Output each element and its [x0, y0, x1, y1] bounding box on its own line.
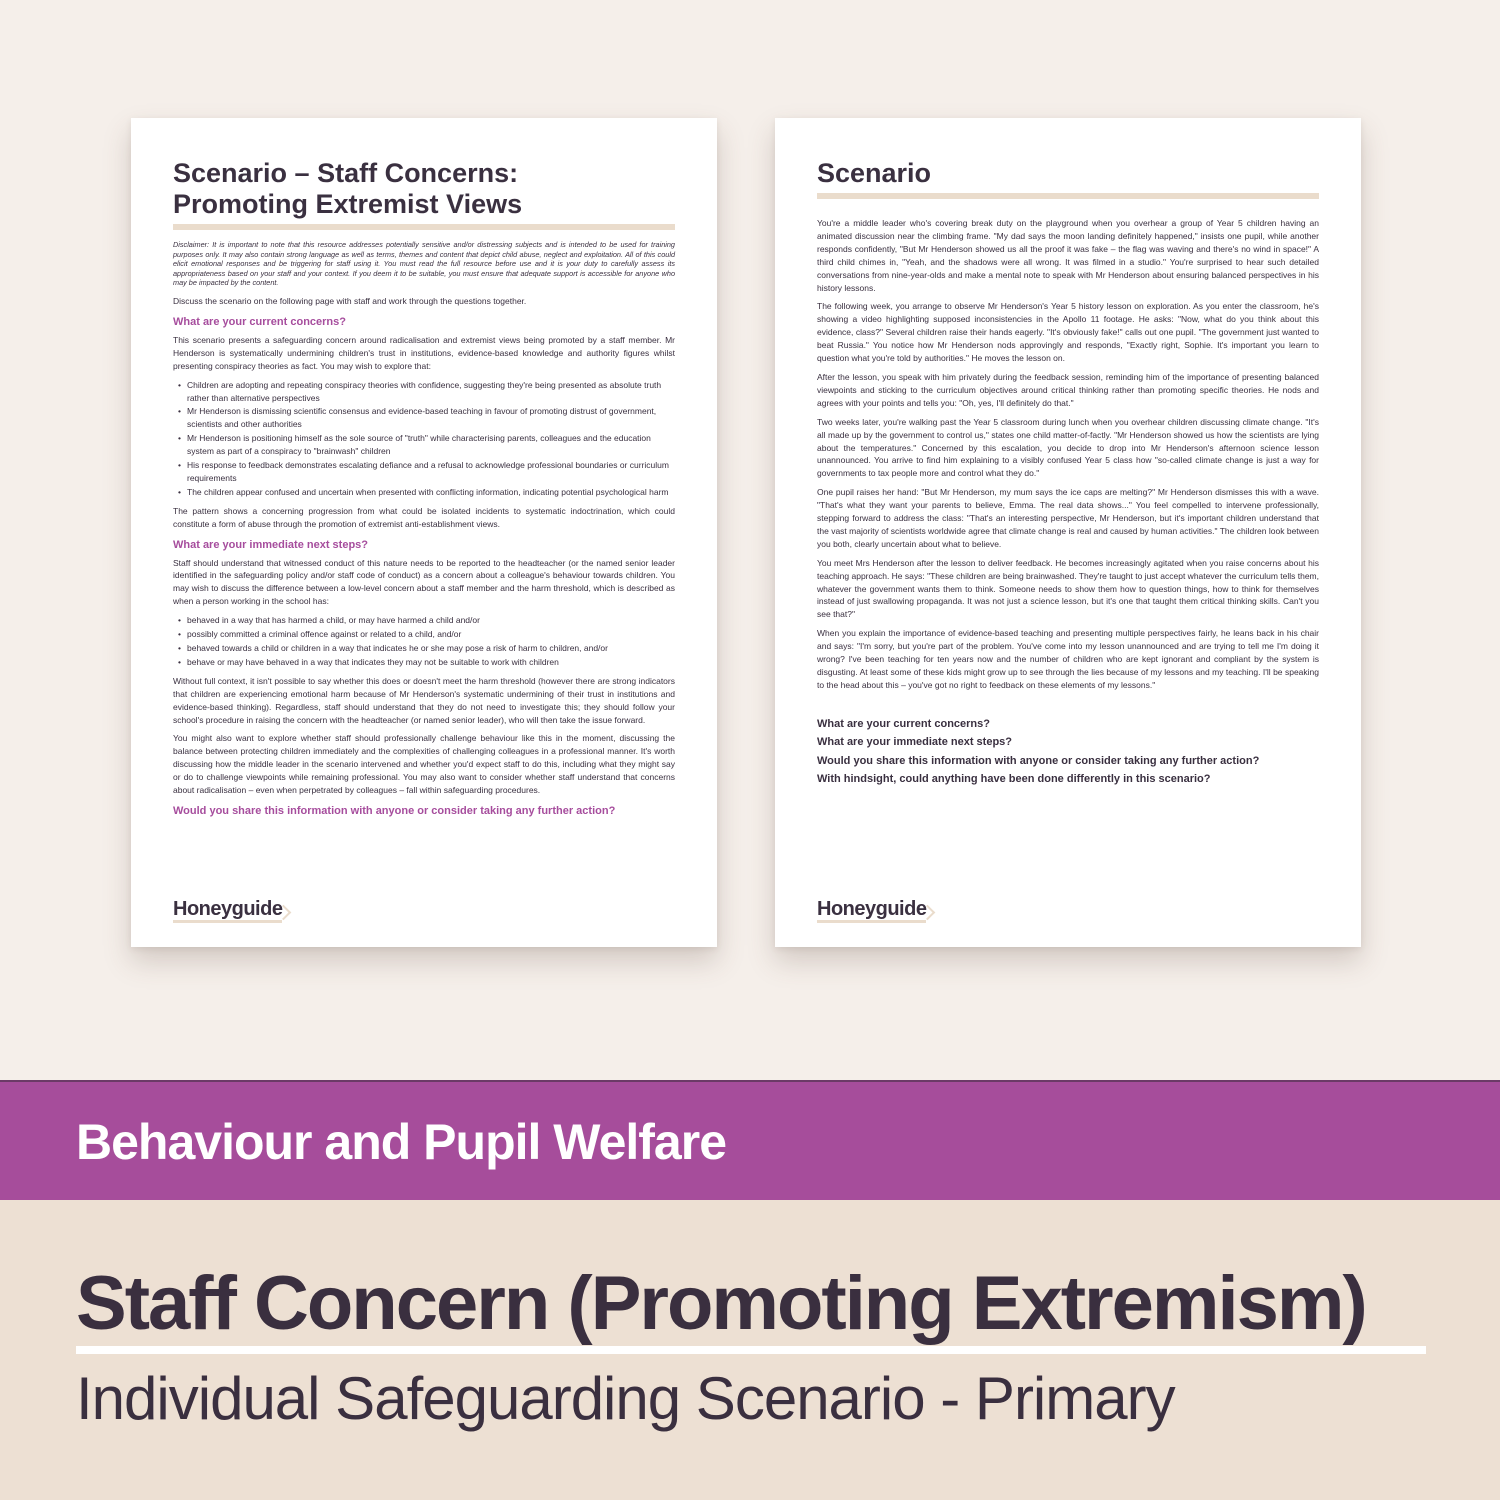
scenario-paragraph: You meet Mrs Henderson after the lesson to deliver feedback. He becomes increasingly agitated when you raise concerns about his teaching approach. He says: "These children are being brainwashed. They're taught to just accept whatever the curriculum tells them, whatever the government wants them to think. Someone needs to show them how to question things, how to think for themselves instead of just swallowing propaganda. It was not just a science lesson, but it's one that taught them critical thinking skills. Can't you see that?": [817, 557, 1320, 620]
product-title-area: [0, 1200, 1500, 1500]
scenario-paragraph: One pupil raises her hand: "But Mr Henderson, my mum says the ice caps are melting?" Mr Henderson dismisses this with a wave. "That's what they want your parents to believe, Emma. The real data shows..." You feel compelled to intervene professionally, stepping forward to address the class: "That's an interesting perspective, Mr Henderson, but it's important children understand that the vast majority of scientists worldwide agree that climate change is real and caused by human activities." The children look between you both, clearly uncertain about what to believe.: [817, 487, 1319, 549]
product-subtitle: Individual Safeguarding Scenario - Primary: [76, 1365, 1175, 1432]
list-item: • behaved towards a child or children in a way that indicates he or she may pose a risk of harm to children, and/or: [178, 642, 675, 655]
category-label: Behaviour and Pupil Welfare: [76, 1114, 727, 1170]
list-item: • The children appear confused and uncertain when presented with conflicting information, indicating potential psychological harm: [178, 486, 675, 499]
document-page-right: [775, 118, 1361, 947]
list-item: • Mr Henderson is positioning himself as the sole source of "truth" while characterising parents, colleagues and the education system as part of a conspiracy to "brainwash" children: [178, 432, 675, 458]
question-item: What are your current concerns?: [817, 717, 990, 730]
scenario-paragraph: When you explain the importance of evidence-based teaching and presenting multiple perspectives fairly, he leans back in his chair and says: "I'm sorry, but you're part of the problem. You've come into my lesson unannounced and are trying to tell me I'm doing it wrong? I've been teaching for ten years now and the number of children who are kept ignorant and compliant by the system is disgusting. At least some of these kids might grow up to see through the lies because of my lessons and my teaching. I'll be speaking to the head about this – you've got no right to feedback on these elements of my lessons.": [817, 628, 1319, 690]
scenario-paragraph: Two weeks later, you're walking past the Year 5 classroom during lunch when you overhear children discussing climate change. "It's all made up by the government to control us," states one child matter-of-factly. "Mr Henderson showed us how the scientists are lying about the temperatures." Concerned by this escalation, you decide to drop into Mr Henderson's afternoon science lesson unannounced. You arrive to find him explaining to a visibly confused Year 5 class how "so-called climate change is just a way for governments to tax people more and control what they do.": [817, 416, 1319, 479]
list-item: • behave or may have behaved in a way that indicates they may not be suitable to work with children: [178, 656, 675, 669]
title-divider: [817, 193, 1319, 199]
scenario-paragraph: The following week, you arrange to observe Mr Henderson's Year 5 history lesson on exploration. As you enter the classroom, he's showing a video highlighting supposed inconsistencies in the Apollo 11 footage. He asks: "Now, what do you think about this evidence, class?" Several children raise their hands eagerly. "It's obviously fake!" calls out one pupil. "The government just wanted to beat Russia." You notice how Mr Henderson nods approvingly and responds, "Exactly right, Sophie. It's important you learn to question what you're told by authorities." He moves the lesson on.: [817, 301, 1319, 364]
question-item: With hindsight, could anything have been done differently in this scenario?: [817, 773, 1211, 786]
paragraph: This scenario presents a safeguarding concern around radicalisation and extremist views being promoted by a staff member. Mr Henderson is systematically undermining children's trust in institutions, evidence-based knowledge and authority figures whilst presenting conspiracy theories as fact. You may wish to explore that:: [173, 334, 675, 371]
list-item: • Mr Henderson is dismissing scientific consensus and evidence-based teaching in favour of promoting distrust of government, scientists and other authorities: [178, 405, 675, 431]
logo-text: Honeyguide: [817, 899, 926, 923]
questions-list: [817, 718, 1319, 786]
category-banner: [0, 1080, 1500, 1202]
intro-text: Discuss the scenario on the following page with staff and work through the questions together.: [173, 295, 527, 306]
page-title: Scenario: [817, 158, 932, 188]
paragraph: Without full context, it isn't possible to say whether this does or doesn't meet the harm threshold (however there are strong indicators that children are experiencing emotional harm because of Mr Henderson's systematic undermining of their trust in institutions and evidence-based thinking). Regardless, staff should understand that they do not need to investigate this; they should follow your school's procedure in raising the concern with the headteacher (or named senior leader), who will then take the issue forward.: [173, 675, 675, 725]
harm-threshold-list: [173, 614, 675, 669]
disclaimer: Disclaimer: It is important to note that this resource addresses potentially sensitive and/or distressing subjects and is intended to be used for training purposes only. It may also contain strong language as well as terms, themes and content that depict child abuse, neglect and exploitation. All of this could elicit emotional responses and be triggering for staff using it. You must read the full resource before use and it is your duty to carefully assess its appropriateness based on your staff and your context. If you deem it to be suitable, you must ensure that adequate support is accessible for anyone who may be impacted by the content.: [173, 240, 675, 288]
paragraph: You might also want to explore whether staff should professionally challenge behaviour like this in the moment, discussing the balance between protecting children immediately and the complexities of challenging colleagues in a professional manner. It's worth discussing how the middle leader in the scenario intervened and whether you'd expect staff to do this, including what they might say or do to challenge viewpoints while remaining professional. You may also want to consider whether staff understand that concerns about radicalisation – even when perpetrated by colleagues – fall within safeguarding procedures.: [173, 733, 675, 796]
list-item: • possibly committed a criminal offence against or related to a child, and/or: [178, 628, 675, 641]
product-title: Staff Concern (Promoting Extremism): [76, 1261, 1366, 1346]
honeyguide-logo: [817, 899, 933, 923]
title-divider: [173, 224, 675, 230]
question-item: Would you share this information with anyone or consider taking any further action?: [817, 754, 1260, 767]
list-item: • Children are adopting and repeating conspiracy theories with confidence, suggesting they're being presented as absolute truth rather than alternative perspectives: [178, 379, 675, 405]
paragraph: The pattern shows a concerning progression from what could be isolated incidents to systematic indoctrination, which could constitute a form of abuse through the promotion of extremist anti-establishment views.: [173, 505, 675, 529]
section-heading-concerns: What are your current concerns?: [173, 315, 346, 328]
question-item: What are your immediate next steps?: [817, 736, 1012, 749]
page-title: [173, 158, 675, 220]
list-item: • behaved in a way that has harmed a child, or may have harmed a child and/or: [178, 614, 675, 627]
scenario-paragraph: After the lesson, you speak with him privately during the feedback session, reminding him of the importance of presenting balanced viewpoints and sticking to the curriculum objectives around critical thinking rather than promoting specific theories. He nods and agrees with your points and tells you: "Oh, yes, I'll definitely do that.": [817, 371, 1319, 408]
title-line-2: Promoting Extremist Views: [173, 189, 523, 219]
paragraph: Staff should understand that witnessed conduct of this nature needs to be reported to the headteacher (or the named senior leader identified in the safeguarding policy and/or staff code of conduct) as a concern about a colleague's behaviour towards children. You may wish to discuss the difference between a low-level concern about a staff member and the harm threshold, which is described as when a person working in the school has:: [173, 557, 675, 607]
section-heading-further-action: Would you share this information with anyone or consider taking any further action?: [173, 804, 616, 817]
list-item: • His response to feedback demonstrates escalating defiance and a refusal to acknowledge professional boundaries or curriculum requirements: [178, 459, 675, 485]
logo-text: Honeyguide: [173, 899, 282, 923]
document-page-left: [131, 118, 717, 947]
scenario-paragraph: You're a middle leader who's covering break duty on the playground when you overhear a group of Year 5 children having an animated discussion near the climbing frame. "My dad says the moon landing definitely happened," insists one pupil, while another responds confidently, "But Mr Henderson showed us all the proof it was fake – the flag was waving and there's no wind in space!" A third child chimes in, "Yeah, and the shadows were all wrong. It was filmed in a studio." You're surprised to hear such detailed conversations from nine-year-olds and make a mental note to speak with Mr Henderson about ensuring balanced perspectives in his history lessons.: [817, 218, 1319, 293]
section-heading-next-steps: What are your immediate next steps?: [173, 538, 368, 551]
honeyguide-logo: [173, 899, 289, 923]
concerns-list: [173, 379, 675, 499]
title-underline: [76, 1346, 1426, 1354]
title-line-1: Scenario – Staff Concerns:: [173, 158, 519, 188]
